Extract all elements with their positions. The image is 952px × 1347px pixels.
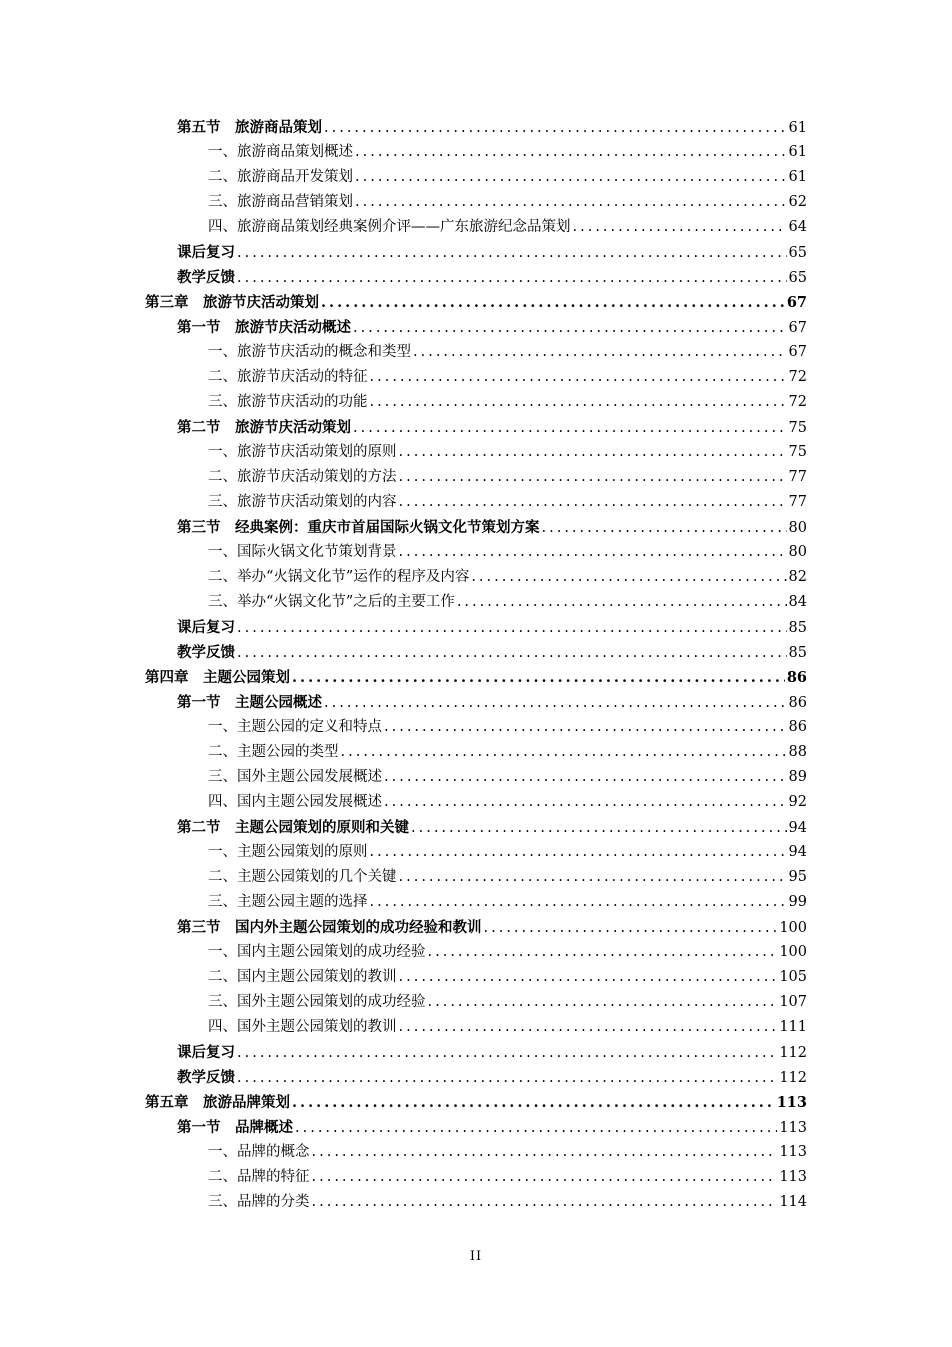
- dot-leader: [355, 140, 787, 165]
- dot-leader: [292, 1090, 775, 1115]
- toc-section-entry[interactable]: [0, 640, 952, 665]
- dot-leader: [237, 641, 787, 666]
- dot-leader: [399, 965, 778, 990]
- toc-entry-page: 100: [779, 920, 807, 936]
- toc-entry-page: 89: [788, 769, 807, 785]
- toc-entry-title: 三、国外主题公园发展概述: [208, 769, 382, 785]
- toc-section-entry[interactable]: [0, 1065, 952, 1090]
- toc-entry-page: 84: [788, 594, 807, 610]
- toc-section-entry[interactable]: [0, 265, 952, 290]
- toc-entry-title: 课后复习: [177, 619, 235, 636]
- toc-entry-page: 61: [788, 120, 807, 136]
- toc-entry-page: 105: [779, 969, 807, 985]
- toc-entry-page: 107: [779, 994, 807, 1010]
- toc-entry-page: 72: [788, 394, 807, 410]
- toc-entry-title: 第三节 经典案例：重庆市首届国际火锅文化节策划方案: [177, 519, 540, 536]
- dot-leader: [353, 316, 787, 341]
- dot-leader: [457, 590, 787, 615]
- toc-entry-title: 二、主题公园策划的几个关键: [208, 869, 397, 885]
- toc-entry-page: 67: [788, 344, 807, 360]
- toc-section-entry[interactable]: [0, 515, 952, 540]
- toc-entry-title: 二、举办“火锅文化节”运作的程序及内容: [208, 569, 470, 585]
- toc-subsection-entry[interactable]: [0, 790, 952, 815]
- toc-subsection-entry[interactable]: [0, 140, 952, 165]
- dot-leader: [295, 1116, 777, 1141]
- toc-entry-title: 教学反馈: [177, 1069, 235, 1086]
- toc-entry-title: 第二节 旅游节庆活动策划: [177, 419, 351, 436]
- dot-leader: [411, 816, 787, 841]
- toc-entry-page: 67: [788, 320, 807, 336]
- toc-section-entry[interactable]: [0, 615, 952, 640]
- dot-leader: [370, 365, 787, 390]
- toc-entry-page: 82: [788, 569, 807, 585]
- toc-chapter-entry[interactable]: [0, 1090, 952, 1115]
- toc-subsection-entry[interactable]: [0, 740, 952, 765]
- toc-entry-title: 四、旅游商品策划经典案例介评——广东旅游纪念品策划: [208, 219, 571, 235]
- toc-entry-title: 三、旅游商品营销策划: [208, 194, 353, 210]
- toc-entry-title: 一、国内主题公园策划的成功经验: [208, 944, 426, 960]
- toc-entry-title: 二、国内主题公园策划的教训: [208, 969, 397, 985]
- dot-leader: [428, 940, 778, 965]
- dot-leader: [384, 790, 787, 815]
- table-of-contents: [0, 115, 952, 1215]
- toc-entry-title: 三、旅游节庆活动的功能: [208, 394, 368, 410]
- dot-leader: [324, 116, 787, 141]
- toc-entry-page: 92: [788, 794, 807, 810]
- toc-entry-title: 第四章 主题公园策划: [145, 669, 290, 686]
- dot-leader: [237, 1066, 777, 1091]
- toc-entry-page: 95: [788, 869, 807, 885]
- dot-leader: [484, 916, 778, 941]
- toc-subsection-entry[interactable]: [0, 840, 952, 865]
- toc-entry-title: 第五章 旅游品牌策划: [145, 1094, 290, 1111]
- toc-entry-page: 80: [788, 520, 807, 536]
- toc-entry-page: 65: [788, 270, 807, 286]
- toc-entry-title: 二、旅游节庆活动的特征: [208, 369, 368, 385]
- dot-leader: [324, 691, 787, 716]
- dot-leader: [312, 1190, 778, 1215]
- toc-entry-title: 第一节 主题公园概述: [177, 694, 322, 711]
- toc-subsection-entry[interactable]: [0, 990, 952, 1015]
- toc-entry-title: 一、旅游商品策划概述: [208, 144, 353, 160]
- dot-leader: [428, 990, 778, 1015]
- toc-subsection-entry[interactable]: [0, 1015, 952, 1040]
- toc-subsection-entry[interactable]: [0, 965, 952, 990]
- dot-leader: [312, 1140, 778, 1165]
- dot-leader: [399, 465, 787, 490]
- toc-entry-page: 86: [788, 719, 807, 735]
- dot-leader: [384, 765, 787, 790]
- toc-entry-page: 113: [776, 1094, 807, 1111]
- toc-entry-title: 一、旅游节庆活动的概念和类型: [208, 344, 411, 360]
- toc-subsection-entry[interactable]: [0, 390, 952, 415]
- toc-entry-page: 94: [788, 844, 807, 860]
- toc-entry-title: 课后复习: [177, 244, 235, 261]
- dot-leader: [370, 840, 787, 865]
- dot-leader: [399, 865, 787, 890]
- toc-entry-title: 第一节 旅游节庆活动概述: [177, 319, 351, 336]
- toc-entry-title: 三、主题公园主题的选择: [208, 894, 368, 910]
- dot-leader: [370, 390, 787, 415]
- toc-section-entry[interactable]: [0, 815, 952, 840]
- toc-entry-title: 一、国际火锅文化节策划背景: [208, 544, 397, 560]
- toc-subsection-entry[interactable]: [0, 940, 952, 965]
- toc-chapter-entry[interactable]: [0, 665, 952, 690]
- toc-subsection-entry[interactable]: [0, 465, 952, 490]
- toc-section-entry[interactable]: [0, 240, 952, 265]
- toc-entry-title: 第三节 国内外主题公园策划的成功经验和教训: [177, 919, 482, 936]
- toc-subsection-entry[interactable]: [0, 340, 952, 365]
- toc-entry-title: 二、主题公园的类型: [208, 744, 339, 760]
- toc-entry-title: 一、主题公园的定义和特点: [208, 719, 382, 735]
- toc-subsection-entry[interactable]: [0, 215, 952, 240]
- dot-leader: [399, 540, 787, 565]
- toc-section-entry[interactable]: [0, 1040, 952, 1065]
- toc-subsection-entry[interactable]: [0, 365, 952, 390]
- toc-section-entry[interactable]: [0, 315, 952, 340]
- toc-entry-page: 112: [779, 1045, 807, 1061]
- toc-entry-page: 111: [779, 1019, 807, 1035]
- toc-entry-page: 77: [788, 494, 807, 510]
- toc-subsection-entry[interactable]: [0, 565, 952, 590]
- toc-entry-page: 65: [788, 245, 807, 261]
- toc-entry-title: 二、旅游节庆活动策划的方法: [208, 469, 397, 485]
- toc-section-entry[interactable]: [0, 915, 952, 940]
- toc-entry-title: 四、国内主题公园发展概述: [208, 794, 382, 810]
- toc-entry-page: 94: [788, 820, 807, 836]
- toc-entry-page: 113: [779, 1144, 807, 1160]
- dot-leader: [384, 715, 787, 740]
- toc-entry-page: 85: [788, 645, 807, 661]
- toc-entry-title: 第三章 旅游节庆活动策划: [145, 294, 319, 311]
- toc-section-entry[interactable]: [0, 415, 952, 440]
- toc-entry-title: 第二节 主题公园策划的原则和关键: [177, 819, 409, 836]
- toc-entry-page: 114: [779, 1194, 807, 1210]
- toc-section-entry[interactable]: [0, 1115, 952, 1140]
- dot-leader: [237, 241, 787, 266]
- toc-entry-title: 二、旅游商品开发策划: [208, 169, 353, 185]
- toc-entry-page: 99: [788, 894, 807, 910]
- toc-entry-title: 三、旅游节庆活动策划的内容: [208, 494, 397, 510]
- toc-entry-title: 三、国外主题公园策划的成功经验: [208, 994, 426, 1010]
- toc-entry-page: 75: [788, 444, 807, 460]
- dot-leader: [321, 290, 785, 315]
- toc-subsection-entry[interactable]: [0, 190, 952, 215]
- toc-entry-title: 三、品牌的分类: [208, 1194, 310, 1210]
- toc-entry-page: 86: [788, 695, 807, 711]
- toc-entry-page: 112: [779, 1070, 807, 1086]
- toc-entry-page: 85: [788, 620, 807, 636]
- dot-leader: [370, 890, 787, 915]
- toc-subsection-entry[interactable]: [0, 590, 952, 615]
- dot-leader: [399, 490, 787, 515]
- dot-leader: [237, 1041, 777, 1066]
- toc-subsection-entry[interactable]: [0, 490, 952, 515]
- toc-section-entry[interactable]: [0, 690, 952, 715]
- toc-entry-page: 100: [779, 944, 807, 960]
- toc-entry-page: 67: [786, 294, 807, 311]
- toc-entry-page: 75: [788, 420, 807, 436]
- dot-leader: [312, 1165, 778, 1190]
- toc-subsection-entry[interactable]: [0, 440, 952, 465]
- dot-leader: [353, 416, 787, 441]
- toc-subsection-entry[interactable]: [0, 890, 952, 915]
- toc-entry-page: 113: [779, 1120, 807, 1136]
- toc-subsection-entry[interactable]: [0, 165, 952, 190]
- toc-entry-title: 第五节 旅游商品策划: [177, 119, 322, 136]
- dot-leader: [292, 665, 785, 690]
- dot-leader: [237, 616, 787, 641]
- toc-entry-title: 一、旅游节庆活动策划的原则: [208, 444, 397, 460]
- dot-leader: [341, 740, 787, 765]
- toc-entry-page: 88: [788, 744, 807, 760]
- toc-subsection-entry[interactable]: [0, 1165, 952, 1190]
- toc-entry-page: 80: [788, 544, 807, 560]
- toc-entry-page: 113: [779, 1169, 807, 1185]
- toc-subsection-entry[interactable]: [0, 715, 952, 740]
- toc-entry-page: 72: [788, 369, 807, 385]
- dot-leader: [573, 215, 787, 240]
- dot-leader: [237, 266, 787, 291]
- toc-subsection-entry[interactable]: [0, 765, 952, 790]
- toc-entry-title: 教学反馈: [177, 269, 235, 286]
- toc-section-entry[interactable]: [0, 115, 952, 140]
- toc-entry-page: 61: [788, 144, 807, 160]
- toc-subsection-entry[interactable]: [0, 865, 952, 890]
- toc-entry-title: 课后复习: [177, 1044, 235, 1061]
- toc-entry-title: 二、品牌的特征: [208, 1169, 310, 1185]
- dot-leader: [399, 1015, 778, 1040]
- dot-leader: [413, 340, 787, 365]
- toc-subsection-entry[interactable]: [0, 1140, 952, 1165]
- toc-entry-title: 一、主题公园策划的原则: [208, 844, 368, 860]
- toc-entry-page: 62: [788, 194, 807, 210]
- toc-entry-title: 三、举办“火锅文化节”之后的主要工作: [208, 594, 455, 610]
- dot-leader: [355, 190, 787, 215]
- page-number: II: [469, 1249, 483, 1264]
- toc-entry-title: 一、品牌的概念: [208, 1144, 310, 1160]
- toc-entry-title: 四、国外主题公园策划的教训: [208, 1019, 397, 1035]
- toc-entry-page: 86: [786, 669, 807, 686]
- toc-subsection-entry[interactable]: [0, 1190, 952, 1215]
- toc-chapter-entry[interactable]: [0, 290, 952, 315]
- toc-entry-title: 第一节 品牌概述: [177, 1119, 293, 1136]
- toc-entry-page: 61: [788, 169, 807, 185]
- toc-entry-page: 64: [788, 219, 807, 235]
- dot-leader: [471, 565, 786, 590]
- toc-entry-title: 教学反馈: [177, 644, 235, 661]
- dot-leader: [542, 516, 787, 541]
- dot-leader: [355, 165, 787, 190]
- dot-leader: [399, 440, 787, 465]
- toc-subsection-entry[interactable]: [0, 540, 952, 565]
- toc-entry-page: 77: [788, 469, 807, 485]
